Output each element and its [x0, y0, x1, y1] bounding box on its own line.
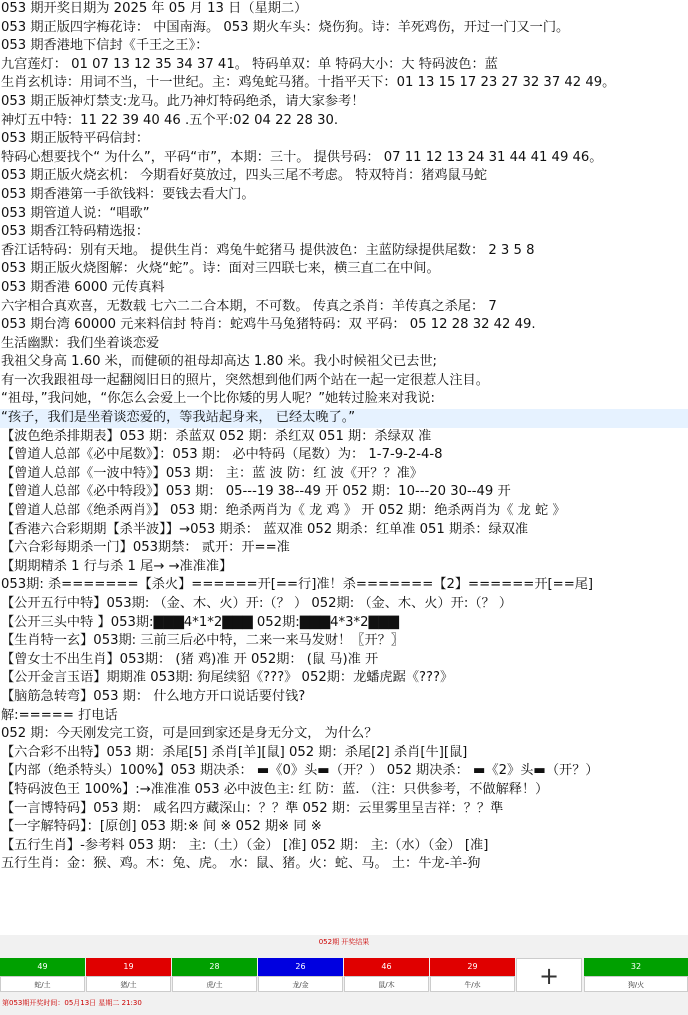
text-line: 五行生肖：金：猴、鸡。木：兔、虎。 水：鼠、猪。火：蛇、马。 土：牛龙-羊-狗	[1, 856, 481, 872]
ball-number: 26	[295, 962, 306, 971]
text-line: 【脑筋急转弯】053 期： 什么地方开口说话要付钱?	[1, 688, 306, 704]
ball-number: 19	[123, 962, 134, 971]
text-line: 我祖父身高 1.60 米，而健硕的祖母却高达 1.80 米。我小时候祖父已去世;	[1, 354, 437, 370]
draw-time: 第053期开奖时间：05月13日 星期二 21:30	[2, 999, 142, 1007]
ball-number: 28	[209, 962, 220, 971]
ball-number: 49	[37, 962, 48, 971]
text-line: 053 期正版四字梅花诗： 中国南海。 053 期火车头：烧伤狗。诗：羊死鸡伤，开过一门又一门。	[1, 19, 570, 35]
text-line: 生活幽默：我们坐着谈恋爱	[1, 335, 160, 351]
text-line: 052 期：今天刚发完工资，可是回到家还是身无分文， 为什么？	[1, 726, 378, 742]
text-line: 【公开三头中特 】053期:▇▇▇4*1*2▇▇▇ 052期:▇▇▇4*3*2▇▇▇	[1, 614, 399, 630]
text-line: 053 期香港地下信封《千王之王》：	[1, 38, 209, 54]
ball-zodiac: 猪/土	[86, 976, 171, 992]
text-line: 有一次我跟祖母一起翻阅旧日的照片，突然想到他们两个站在一起一定很惹人注目。	[1, 372, 489, 388]
text-line: 【六合彩不出特】053 期：杀尾[5] 杀肖[羊][鼠] 052 期：杀尾[2] 杀肖[牛][鼠]	[1, 744, 468, 760]
text-line: 【曾女士不出生肖】053期： (猪 鸡)准 开 052期： (鼠 马)准 开	[1, 651, 379, 667]
text-line: 053 期正版火烧玄机： 今期看好莫放过，四头三尾不考虑。 特双特肖：猪鸡鼠马蛇	[1, 168, 488, 184]
text-line: 【期期精杀 1 行与杀 1 尾→ →准准准】	[1, 558, 233, 574]
ball-number: 32	[630, 962, 642, 971]
text-line: 053 期香江特码精选报：	[1, 224, 150, 240]
text-line: 【生肖特一玄】053期: 三前三后必中特，二来一来马发财！〖开？〗	[1, 633, 405, 649]
text-line: 六字相合真欢喜，无数载 七六二二合本期，不可数。 传真之杀肖：羊传真之杀尾： 7	[1, 298, 497, 314]
text-line: 053 期台湾 60000 元来料信封 特肖：蛇鸡牛马兔猪特码：双 平码： 05 12 28 32 42 49.	[1, 317, 536, 333]
text-line: 九宫莲灯： 01 07 13 12 35 34 37 41。 特码单双：单 特码大小：大 特码波色：蓝	[1, 56, 498, 72]
ball-zodiac: 鼠/木	[344, 976, 429, 992]
text-line: “祖母，”我问她，“你怎么会爱上一个比你矮的男人呢？”她转过脸来对我说:	[1, 391, 435, 407]
text-line: 【公开金言玉语】期期准 053期: 狗尾续貂《???》 052期：龙蟠虎踞《???》	[1, 670, 454, 686]
text-line: 解:===== 打电话	[1, 707, 118, 723]
text-line: 特码心想要找个“ 为什么”，平码“市”，本期：三十。 提供号码： 07 11 12 13 24 31 44 41 49 46。	[1, 149, 603, 165]
text-line: 053 期香港 6000 元传真料	[1, 279, 165, 295]
text-line: 053 期正版火烧图解：火烧“蛇”。诗：面对三四联七来，横三直二在中间。	[1, 261, 440, 277]
ball-zodiac: 蛇/土	[0, 976, 85, 992]
text-line: 053 期管道人说：“唱歌”	[1, 205, 150, 221]
ball-1	[0, 958, 85, 992]
ball-2	[86, 958, 171, 992]
text-line: 【波色绝杀排期表】053 期：杀蓝双 052 期：杀红双 051 期：杀绿双 准	[1, 428, 432, 444]
ball-number: 29	[467, 962, 478, 971]
text-line: 053 期正版特平码信封：	[1, 131, 150, 147]
ball-zodiac: 龙/金	[258, 976, 343, 992]
text-line: “孩子，我们是坐着谈恋爱的，等我站起身来， 已经太晚了。”	[0, 409, 688, 428]
text-line: 【一言博特码】053 期： 咸名四方藏深山：？？準 052 期：云里雾里呈吉祥：？？準	[1, 800, 504, 816]
text-line: 053 期正版神灯禁支:龙马。此乃神灯特码绝杀，请大家参考！	[1, 93, 365, 109]
ball-zodiac: 狗/火	[584, 976, 688, 992]
text-line: 神灯五中特：11 22 39 40 46 .五个平:02 04 22 28 30.	[1, 112, 339, 128]
ball-5	[344, 958, 429, 992]
result-balls	[0, 958, 688, 992]
text-line: 【曾道人总部《一波中特》】053 期： 主：蓝 波 防：红 波《开？？准》	[1, 465, 423, 481]
ball-number: 46	[381, 962, 392, 971]
text-line: 【曾道人总部《必中特段》】053 期： 05---19 38--49 开 052 期：10---20 30--49 开	[1, 484, 511, 500]
ball-zodiac: 虎/土	[172, 976, 257, 992]
text-line: 【特码波色王 100%】:→准准准 053 必中波色主: 红 防：蓝. （注：只供参考，不做解释！）	[1, 781, 549, 797]
ball-zodiac: 牛/水	[430, 976, 515, 992]
text-line: 【六合彩每期杀一门】053期禁： 贰开：开==准	[1, 540, 290, 556]
text-line: 053 期香港第一手欲钱料：要钱去看大门。	[1, 186, 255, 202]
text-line: 053 期开奖日期为 2025 年 05 月 13 日（星期二）	[1, 1, 308, 16]
ball-4	[258, 958, 343, 992]
text-line: 【曾道人总部《必中尾数》】：053 期： 必中特码（尾数）为： 1-7-9-2-4-8	[1, 447, 443, 463]
text-line: 【五行生肖】-参考料 053 期： 主:（土）（金） [准] 052 期： 主:（水）（金） [准]	[1, 837, 489, 853]
text-line: 053期: 杀=======【杀火】======开[==行]准！杀=======【2】======开[==尾]	[1, 577, 594, 593]
ball-6	[430, 958, 515, 992]
text-line: 香江话特码：别有天地。 提供生肖：鸡兔牛蛇猪马 提供波色：主蓝防绿提供尾数： 2 3 5 8	[1, 242, 535, 258]
ball-3	[172, 958, 257, 992]
plus-icon: +	[516, 958, 582, 992]
text-line: 【香港六合彩期期【杀半波】】→053 期杀： 蓝双准 052 期杀：红单准 051 期杀：绿双准	[1, 521, 529, 537]
text-line: 【内部（绝杀特头）100%】053 期决杀： ▬《0》头▬（开？） 052 期决杀： ▬《2》头▬（开？）	[1, 763, 599, 779]
ball-special	[584, 958, 688, 992]
text-line: 【一字解特码】：[原创] 053 期:※ 间 ※ 052 期※ 同 ※	[1, 819, 322, 835]
result-title: 052期 开奖结果	[318, 938, 370, 946]
text-line: 【公开五行中特】053期: （金、木、火）开:（？ ） 052期: （金、木、火）开:（？ ）	[1, 596, 513, 611]
text-line: 生肖玄机诗：用词不当，十一世纪。主：鸡兔蛇马猪。十指平天下：01 13 15 17 23 27 32 37 42 49。	[1, 75, 616, 91]
text-line: 【曾道人总部《绝杀两肖》】 053 期：绝杀两肖为《 龙 鸡 》 开 052 期：绝杀两肖为《 龙 蛇 》	[1, 503, 566, 519]
